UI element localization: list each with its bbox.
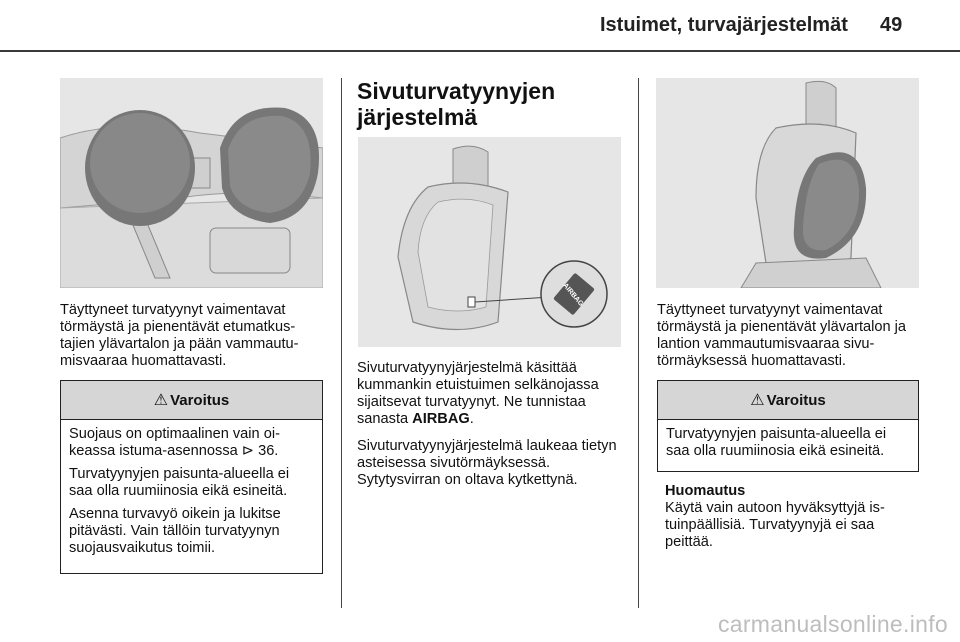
warning-body-2 [658,420,918,470]
warning-2-paragraph-1: Turvatyynyjen paisunta-alueella ei saa olla ruumiinosia eikä esineitä. [666,426,887,459]
column-divider-2 [638,78,639,608]
reference-arrow-icon[interactable]: ⊳ [241,443,255,459]
warning-title-2: Varoitus [766,391,826,409]
warning-body-1 [61,420,322,567]
col2-para1-text: Sivuturvatyynyjärjestelmä käsittää kummankin etuistuimen selkänojassa sijaitsevat turvatyynyt. Ne tunnistaa sanasta [357,360,599,427]
warning-triangle-icon: ⚠ [153,392,169,409]
seat-airbag-label-illustration [358,137,621,347]
col2-paragraph-2: Sivuturvatyynyjärjestelmä laukeaa tietyn asteisessa sivutörmäyksessä. Sytytysvirran on oltava kytkettynä. [357,438,617,488]
col3-caption: Täyttyneet turvatyynyt vaimentavat törmäystä ja pienentävät ylävartalon ja lantion vammautumisvaaraa sivutörmäyksessä huomattavasti. [657,302,907,369]
warning-header-1 [61,381,322,420]
warning-1-paragraph-2: Turvatyynyjen paisunta-alueella ei saa olla ruumiinosia eikä esineitä. [69,466,290,499]
airbag-keyword: AIRBAG [412,411,470,427]
warning-1-paragraph-1 [69,426,314,460]
watermark: carmanualsonline.info [717,611,948,637]
section-title: Sivuturvatyynyjen järjestelmä [357,78,556,130]
warning-title-1: Varoitus [170,391,230,409]
note-title: Huomautus [665,483,746,499]
column-divider-1 [341,78,342,608]
front-airbags-illustration [60,78,323,288]
header-rule [0,50,960,52]
warning-box-1 [60,380,323,574]
warning-triangle-icon-2: ⚠ [750,392,765,409]
warning-header-2 [658,381,918,420]
warning-1-p1-text: Suojaus on optimaalinen vain oikeassa istuma-asennossa [69,426,280,459]
col2-paragraph-1 [357,360,622,428]
warning-box-2 [657,380,919,472]
figure-airbag-label: AIRBAG [561,282,585,308]
page-number: 49 [880,14,903,36]
col2-para1-end: . [469,411,474,427]
side-airbag-illustration [656,78,919,288]
header-title: Istuimet, turvajärjestelmät [600,14,848,36]
note-text: Käytä vain autoon hyväksyttyjä istuinpäällisiä. Turvatyynyjä ei saa peittää. [665,500,885,550]
col1-caption: Täyttyneet turvatyynyt vaimentavat törmäystä ja pienentävät etumatkustajien ylävartalon ja pään vammautumisvaaraa huomattavasti. [60,302,299,369]
warning-1-p1-ref-page[interactable]: 36. [258,443,279,459]
warning-1-paragraph-3: Asenna turvavyö oikein ja lukitse pitävästi. Vain tällöin turvatyynyn suojausvaikutus toimii. [69,506,281,556]
